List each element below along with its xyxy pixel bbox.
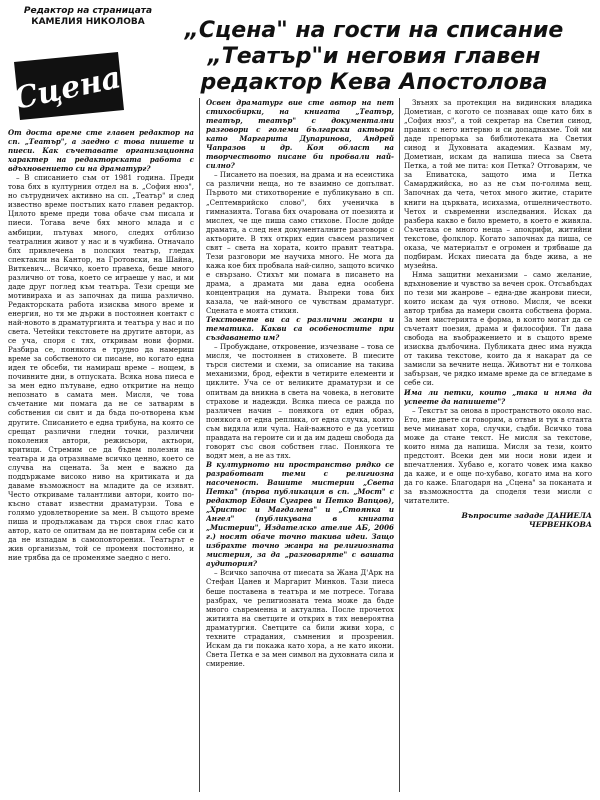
interview-answer: Няма защитни механизми – само желание, вдъхновение и чувство за вечен срок. Отсъвбъдах по тези ми жанрове – една-две жанрови пиеси, които искам да чуя отново. Мисля, че всеки автор трябва да намери своята собствена форма. За мен мистерията е форма, в която могат да се съчетаят поезия, драма и философия. Тя дава свобода на въображението и в същото време изисква дълбочина. Публиката днес има нужда от такива текстове, които да я накарат да се замисли за вечните неща. Животът ни е толкова забързан, че рядко имаме време да се вгледаме в себе си.	[404, 269, 592, 388]
interview-answer: – Писането на поезия, на драма и на есеистика са различни неща, но те взаимно се допълват. Първото ми стихотворение е публикувано в сп. „Септемврийско слово", бях ученичка в гимназията. Тогава бях очарована от поезията и мислех, че ще пиша само стихове. После дойде драмата, а след нея документалните разговори с актьорите. В тях открих един съвсем различен свят – света на хората, които правят театъра. Тези разговори ме научиха много. Не мога да кажа кое бих пробвала най-силно, защото всичко е свързано. Стихът ми помага в писането на драма, а драмата ми дава една особена концентрация на думата. Въпреки това бих казала, че най-много се чувствам драматург. Сцената е моята стихия.	[206, 170, 394, 316]
article-headline: „Сцена" на гости на списание „Театър"и неговия главен редактор Кева Апостолова	[184, 18, 564, 95]
interview-answer: – Пробуждане, откровение, изчезване – това се мисля, че постоянен в стиховете. В пиесите търся системи и схеми, за описание на такива механизми, брод, ефекти в четирите елементи и циклите. Уча се от великите драматурзи и се опитвам да вникна в света на човека, в неговите страхове и надежди. Всяка пиеса се ражда по различен начин – понякога от един образ, понякога от една реплика, от една случка, която съм видяла или чула. Най-важното е да усетиш правдата на героите си и да им дадеш свобода да говорят със своя собствен глас. Понякога те водят мен, а не аз тях.	[206, 342, 394, 460]
interview-answer: – В списанието съм от 1981 година. Преди това бях в културния отдел на в. „София нюз", но сътрудничех активно на сп. „Театър" и след известно време постъпих като главен редактор. Цялото време преди това обаче съм писала и пиеси. Тогава вече бях много млада и с амбиции, пътувах много, следях отблизо театралния живот у нас и в чужбина. Отначало бях привлечена в полския театър, гледах спектакли на Кантор, на Гротовски, на Шайна, Виткевич... Всичко, което правеха, беше много различно от това, което се играеше у нас, и ми даде друг поглед към театъра. Тези срещи ме мотивираха и аз започнах да пиша различно. Редакторската работа изисква много време и енергия, но тя ме държи в постоянен контакт с най-новото в драматургията и театъра у нас и по света. Четейки текстовете на другите автори, аз се уча, споря с тях, откривам нови форми. Разбира се, понякога е трудно да намериш време за собственото си писане, но когато една идея те обсеби, ти намираш време – нощем, в почивните дни, в отпуската. Всяка нова пиеса е за мен едно пътуване, едно откритие на нещо непознато в самата мен. Мисля, че това съчетание ми помага да не се затварям в собствения си свят и да бъда по-отворена към другите. Списанието е една трибуна, на която се срещат различни гледни точки, различни поколения автори, режисьори, актьори, критици. Стремим се да бъдем полезни на театъра и да отразяваме всичко ценно, което се случва на сцената. За мен е важно да поддържаме високо ниво на критиката и да даваме възможност на младите да се изявят. Често откриваме талантливи автори, които по-късно стават известни драматурзи. Това е голямо удовлетворение за мен. В същото време пиша и продължавам да търся своя глас като автор, като се опитвам да не повтарям себе си и да не изпадам в самоповторения. Театърът е жив организъм, той се променя постоянно, и ние трябва да се променяме заедно с него.	[8, 173, 194, 563]
interview-answer: – Всичко започна от пиесата за Жана Д'Арк на Стефан Цанев и Маргарит Минков. Тази пиеса беше поставена в театъра и ме потресе. Тогава разбрах, че религиозната тема може да бъде много съвременна и актуална. После прочетох житията на светците и открих в тях невероятна драматургия. Светците са били живи хора, с техните страдания, съмнения и прозрения. Искам да ги покажа като хора, а не като икони. Света Петка е за мен символ на духовната сила и смирение.	[206, 568, 394, 668]
interview-question: Освен драматург вие сте автор на пет стихосбирки, на книгата „Театър, театър, театър" с документални разговори с големи български актьори като Маргарита Дупаринова, Андрей Чапразов и др. Коя област на творчеството писане би пробвали най-силно?	[206, 98, 394, 171]
scena-stamp	[8, 52, 128, 120]
scena-stamp-graphic	[8, 52, 128, 120]
interview-question: Има ли петки, които „така и няма да успеете да напишете"?	[404, 387, 592, 406]
stamp-text: Сцена	[10, 60, 124, 117]
interview-answer: – Текстът за онова в пространството около нас. Ето, ние двете си говорим, а отвън и тук в стаята вече минават хора, случки, съдби. Всичко това може да стане текст. Не мисля за текстове, които няма да напиша. Мисля за тези, които предстоят. Всеки ден ми носи нови идеи и впечатления. Хубаво е, когато човек има какво да каже, и е още по-хубаво, когато има на кого да го каже. Благодаря на „Сцена" за поканата и за възможността да споделя тези мисли с читателите.	[404, 405, 592, 506]
article-column-3	[404, 98, 592, 792]
editor-role: Редактор на страницата	[23, 6, 153, 16]
interviewer-signature: Въпросите зададе ДАНИЕЛА ЧЕРВЕНКОВА	[461, 511, 592, 530]
column-divider	[199, 98, 200, 792]
editor-name: КАМЕЛИЯ НИКОЛОВА	[31, 17, 145, 27]
interview-answer: Звънях за протекция на видинския владика Дометиан, с когото се познавах още като бях в „София нюз", а той секретар на Светия синод, правих с него интервю и си допаднахме. Той ми даде препоръка за библиотеката на Светия синод и Духовната академия. Казвам му, Дометиан, искам да напиша пиеса за Света Петка, а той ме пита: коя Петка? Отговарям, че за Епиватска, защото има и Петка Самарджийска, но аз не съм по-голяма вещ. Започнах да чета, четох много житие, старите книги на църквата, исихазма, отшелничеството. Четох и съвременни изследвания. Исках да разбера какво е било времето, в което е живяла. Съчетаха се много неща – апокрифи, житийни текстове, фолклор. Когато започнах да пиша, се оказа, че материалът е огромен и трябваше да подбирам. Исках пиесата да бъде жива, а не музейна.	[404, 98, 592, 270]
column-divider	[399, 98, 400, 792]
article-column-1	[8, 128, 194, 792]
interview-question: От доста време сте главен редактор на сп. „Театър", а заедно с това пишете и пиеси. Как съчетавате организационна характер на редакторската работа с вдъхновението си на драматург?	[8, 128, 194, 174]
interview-question: Текстовете ви са с различни жанри и тематика. Какви са особеностите при създаването им?	[206, 315, 394, 343]
page-editor-credit	[8, 6, 168, 28]
article-column-2	[206, 98, 394, 792]
interview-question: В културното ни пространство рядко се разработват теми с религиозна насоченост. Вашите мистерии „Света Петка" (първа публикация в сп. „Мост" с редактор Едвин Сугарев и Петко Вапцов), „Христос и Магдалена" и „Стоянка и Ангел" (публикувана в книгата „Мистерии", Издателско ателие АБ, 2006 г.) носят обаче точно такива идеи. Защо избрахте точно жанра на религиозната мистерия, за да „разговаряте" с вашата аудитория?	[206, 459, 394, 569]
